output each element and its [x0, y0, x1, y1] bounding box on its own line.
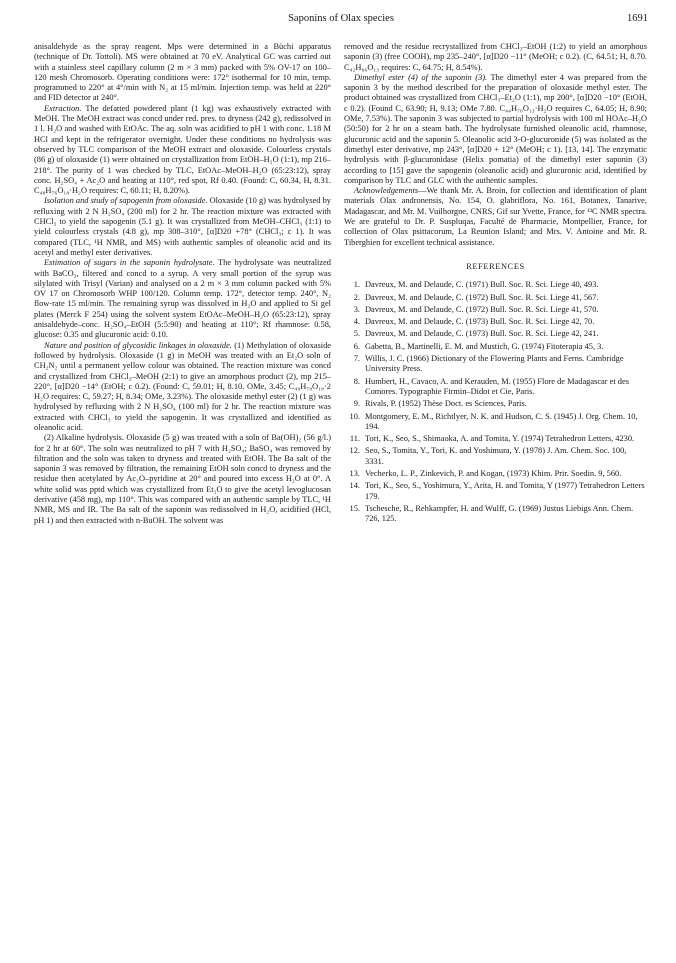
reference-item [344, 481, 647, 502]
reference-item [344, 293, 647, 303]
reference-number: 12. [349, 446, 360, 456]
reference-number: 8. [353, 376, 360, 386]
reference-text: Davreux, M. and Delaude, C. (1971) Bull. Soc. R. Sci. Liege 40, 493. [365, 280, 599, 290]
reference-number: 14. [349, 481, 360, 491]
paragraph-text: Oloxaside (10 g) was hydrolysed by refluxing with 2 N H₂SO₄ (200 ml) for 2 hr. The reaction mixture was extracted with CHCl₃ to yield the sapogenin (5.1 g). It was crystallized from MeOH–CHCl₃ (1:1) to yield colourless crystals (4.8 g), mp 308–310°, [α]D20 +78° (CHCl₃; c 1). It was compared (TLC, ¹H NMR, and MS) with authentic samples of oleanolic acid and its acetyl and methyl ester derivatives. [34, 196, 331, 257]
right-column [344, 42, 647, 526]
reference-item [344, 504, 647, 525]
reference-text: Humbert, H., Cavaco, A. and Kerauden, M. (1955) Flore de Madagascar et des Comores. Typographie Firmin–Didot et Cie, Paris. [365, 376, 629, 396]
section-heading: Dimethyl ester (4) of the saponin (3). [354, 72, 488, 82]
left-column [34, 42, 331, 526]
reference-item [344, 342, 647, 352]
paragraph-glycosidic-linkages [34, 341, 331, 434]
reference-text: Davreux, M. and Delaude, C. (1973) Bull. Soc. R. Sci. Liege 42, 70. [365, 317, 595, 327]
reference-item [344, 399, 647, 409]
reference-item [344, 469, 647, 479]
reference-item [344, 317, 647, 327]
paragraph-text: The hydrolysate was neutralized with BaCO₃, filtered and concd to a syrup. A very small portion of the syrup was silylated with Trisyl (Varian) and analysed on a 2 m × 3 mm column packed with 5% OV 17 on Chromosorb WHP 100/120. Column temp. 172°, detector temp. 240°, N₂ flow-rate 15 ml/min. The remaining syrup was dissolved in H₂O and applied to Si gel plates (Merck F 254) using the solvent system EtOAc–MeOH–H₂O (65:23:12), spray anisaldehyde–conc. H₂SO₄–EtOH (5:5:90) and heating at 110°; Rf rhamnose: 0.58, glucose: 0.35 and glucuronic acid: 0.10. [34, 258, 331, 340]
reference-item [344, 377, 647, 398]
reference-number: 4. [353, 317, 360, 327]
reference-number: 6. [353, 341, 360, 351]
reference-text: Davreux, M. and Delaude, C. (1972) Bull. Soc. R. Sci. Liege 41, 570. [365, 304, 599, 314]
reference-item [344, 329, 647, 339]
paragraph-dimethyl-ester [344, 73, 647, 186]
paragraph-text: (2) Alkaline hydrolysis. Oloxaside (5 g) was treated with a soln of Ba(OH)₂ (56 g/l.) for 2 hr at 60°. The soln was neutralized to pH 7 with H₂SO₄; BaSO₄ was removed by filtration and the soln was taken to dryness and treated with EtOH. The Ba salt of the saponin 3 was removed by filtration, the remaining EtOH soln concd to dryness and the residue then acetylated by Ac₂O–pyridine at 20° and poured into excess H₂O at 0°. A white solid was pptd which was crystallized from Et₂O to give the acetyl levoglucosan derivative (458 mg), mp 110°. This was compared with an authentic sample by TLC, ¹H NMR, MS and IR. The Ba salt of the saponin was redissolved in H₂O, acidified (HCl, pH 1) and then extracted with n-BuOH. The solvent was [34, 433, 331, 525]
reference-text: Rivals, P. (1952) Thèse Doct. es Sciences, Paris. [365, 399, 527, 409]
paragraph-text: anisaldehyde as the spray reagent. Mps were determined in a Büchi apparatus (technique of Dr. Tottoli). MS were obtained at 70 eV. Analytical GC was carried out with a stainless steel capillary column (2 m × 3 mm) packed with 5% OV-17 on 100–120 mesh Chromosorb. Operating conditions were: 172° isothermal for 10 min, temp. programmed to 220° at 4°/min with N₂ at 15 ml/min. Injection temp. was held at 220° and FID detector at 240°. [34, 42, 331, 103]
reference-number: 15. [349, 503, 360, 513]
running-head [34, 13, 648, 27]
reference-number: 9. [353, 399, 360, 409]
paragraph-alkaline-hydrolysis [34, 433, 331, 526]
paragraph-acknowledgements [344, 186, 647, 248]
reference-text: Vecherko, L. P., Zinkevich, P. and Kogan, (1973) Khim. Prir. Soedin. 9, 560. [365, 468, 622, 478]
paragraph-text: removed and the residue recrystallized from CHCl₃–EtOH (1:2) to yield an amorphous saponin (3) (free COOH), mp 235–240°, [α]D20 −11° (MeOH; c 0.2). (C, 64.51; H, 8.70. C₄₂H₆₆O₁₃ requires: C, 64.75; H, 8.54%). [344, 42, 647, 72]
paragraph-text: —We thank Mr. A. Broin, for collection and identification of plant materials Olax andronensis, No. 154, O. glabriflora, No. 161, Botanex, Tanarive, Madagascar, and Mr. M. Vuilhorgne, CNRS, Gif sur Yvette, France, for ¹³C NMR spectra. We are grateful to Dr. P. Suspluqas, Faculté de Pharmacie, Montpellier, France, for collection of Olax psittacorum, La Reunion Island; and Mrs. V. Antoine and Mr. R. Tiberghien for excellent technical assistance. [344, 186, 647, 247]
reference-list [344, 280, 647, 524]
paragraph-continuation [344, 42, 647, 73]
section-heading: Isolation and study of sapogenin from oloxaside. [44, 196, 208, 206]
reference-text: Montgomery, E. M., Richtlyer, N. K. and Hudson, C. S. (1945) J. Org. Chem. 10, 194. [365, 411, 638, 431]
section-heading: Estimation of sugars in the saponin hydrolysate. [44, 258, 215, 268]
references-heading: REFERENCES [466, 261, 525, 271]
reference-number: 7. [353, 354, 360, 364]
paragraph-text: (1) Methylation of oloxaside followed by hydrolysis. Oloxaside (1 g) in MeOH was treated with an Et₂O soln of CH₂N₂ until a permanent yellow colour was obtained. The reaction mixture was concd and crystallized from CHCl₃–MeOH (2:1) to give an amorphous product (2), mp 215–220°, [α]D20 −14° (EtOH; c 0.2). (Found: C, 59.01; H, 8.10. OMe, 3.45; C₄₉H₇₈O₁₈·2 H₂O requires: C, 59.27; H, 8.34; OMe, 3.23%). The oloxaside methyl ester (2) (1 g) was hydrolysed by refluxing with 2 N H₂SO₄ (100 ml) for 2 hr. The reaction mixture was extracted with CHCl₃ to yield the sapogenin. It was crystallized and identified as oleanolic acid. [34, 340, 332, 432]
reference-item [344, 412, 647, 433]
reference-number: 1. [353, 280, 360, 290]
reference-number: 2. [353, 292, 360, 302]
reference-text: Gabetta, B., Martinelli, E. M. and Mustich, G. (1974) Fitoterapia 45, 3. [365, 341, 604, 351]
reference-text: Willis, J. C. (1966) Dictionary of the Flowering Plants and Ferns. Cambridge University Press. [365, 354, 624, 374]
reference-text: Davreux, M. and Delaude, C. (1973) Bull. Soc. R. Sci. Liege 42, 241. [365, 329, 599, 339]
reference-item [344, 446, 647, 467]
reference-text: Davreux, M. and Delaude, C. (1972) Bull. Soc. R. Sci. Liege 41, 567. [365, 292, 599, 302]
reference-item [344, 354, 647, 375]
reference-number: 3. [353, 304, 360, 314]
paragraph-sugars [34, 258, 331, 340]
paragraph-text: The defatted powdered plant (1 kg) was exhaustively extracted with MeOH. The MeOH extract was concd under red. pres. to dryness (242 g), redissolved in 1 l. H₂O and washed with EtOAc. The aq. soln was acidified to pH 1 with conc. 1.18 M HCl and kept in the refrigerator overnight. Under these conditions no hydrolysis was observed by TLC comparison of the MeOH extract and oloxaside. Colourless crystals (86 g) of oloxaside (1) were obtained on crystallization from EtOH–H₂O (1:1), mp 216–218°. The purity of 1 was checked by TLC, EtOAc–MeOH–H₂O (65:23:12), spray conc. H₂SO₄ + Ac₂O and heating at 110°, red spot, Rf 0.40. (Found: C, 60.34, H, 8.31. C₄₈H₇₆O₁₈·H₂O requires: C, 60.11; H, 8.20%). [34, 103, 331, 196]
page-number: 1691 [627, 13, 648, 24]
section-heading: Extraction. [44, 103, 82, 113]
paragraph-sapogenin [34, 196, 331, 258]
reference-text: Tori, K., Seo, S., Yoshimura, Y., Arita, H. and Tomita, Y (1977) Tetrahedron Letters 179. [365, 481, 645, 501]
paragraph-instrumentation [34, 42, 331, 104]
paragraph-extraction [34, 104, 331, 197]
reference-number: 13. [349, 468, 360, 478]
paragraph-text: The dimethyl ester 4 was prepared from the saponin 3 by the method described for the preparation of oloxaside methyl ester. The product obtained was crystallized from CHCl₃–Et₂O (1:1), mp 200°, [α]D20 −10° (EtOH, c 0.2). (Found C, 63.90; H, 9.13; OMe 7.80. C₄₄H₇₀O₁₃·H₂O requires C, 64.05; H, 8.90; OMe, 7.53%). The saponin 3 was subjected to partial hydrolysis with 100 ml HOAc–H₂O (50:50) for 2 hr on a steam bath. The hydrolysate furnished oleanolic acid, rhamnose, glucuronic acid and the saponin 5. Oleanolic acid 3-O-glucuronide (5) was isolated as the dimethyl ester derivative, mp 243°, [α]D20 + 12° (MeOH; c 1). [13, 14]. The enzymatic hydrolysis with β-glucuronidase (Helix pomatia) of the dimethyl ester saponin (3) according to [15] gave the sapogenin (oleanolic acid) and glucuronic acid, identified by comparison by TLC and GLC with the authentic samples. [344, 72, 647, 185]
reference-number: 10. [349, 411, 360, 421]
reference-text: Tori, K., Seo, S., Shimaoka, A. and Tomita, Y. (1974) Tetrahedron Letters, 4230. [365, 434, 635, 444]
reference-item [344, 305, 647, 315]
reference-number: 11. [349, 434, 360, 444]
reference-item [344, 434, 647, 444]
reference-text: Tschesche, R., Rehkampfer, H. and Wulff, G. (1969) Justus Liebigs Ann. Chem. 726, 125. [365, 503, 634, 524]
section-heading: Acknowledgements [354, 186, 419, 196]
reference-number: 5. [353, 329, 360, 339]
section-heading: Nature and position of glycosidic linkages in oloxaside. [44, 340, 232, 350]
reference-item [344, 280, 647, 290]
reference-text: Seo, S., Tomita, Y., Tori, K. and Yoshimura, Y. (1978) J. Am. Chem. Soc. 100, 3331. [365, 446, 627, 466]
running-title: Saponins of Olax species [288, 13, 394, 24]
